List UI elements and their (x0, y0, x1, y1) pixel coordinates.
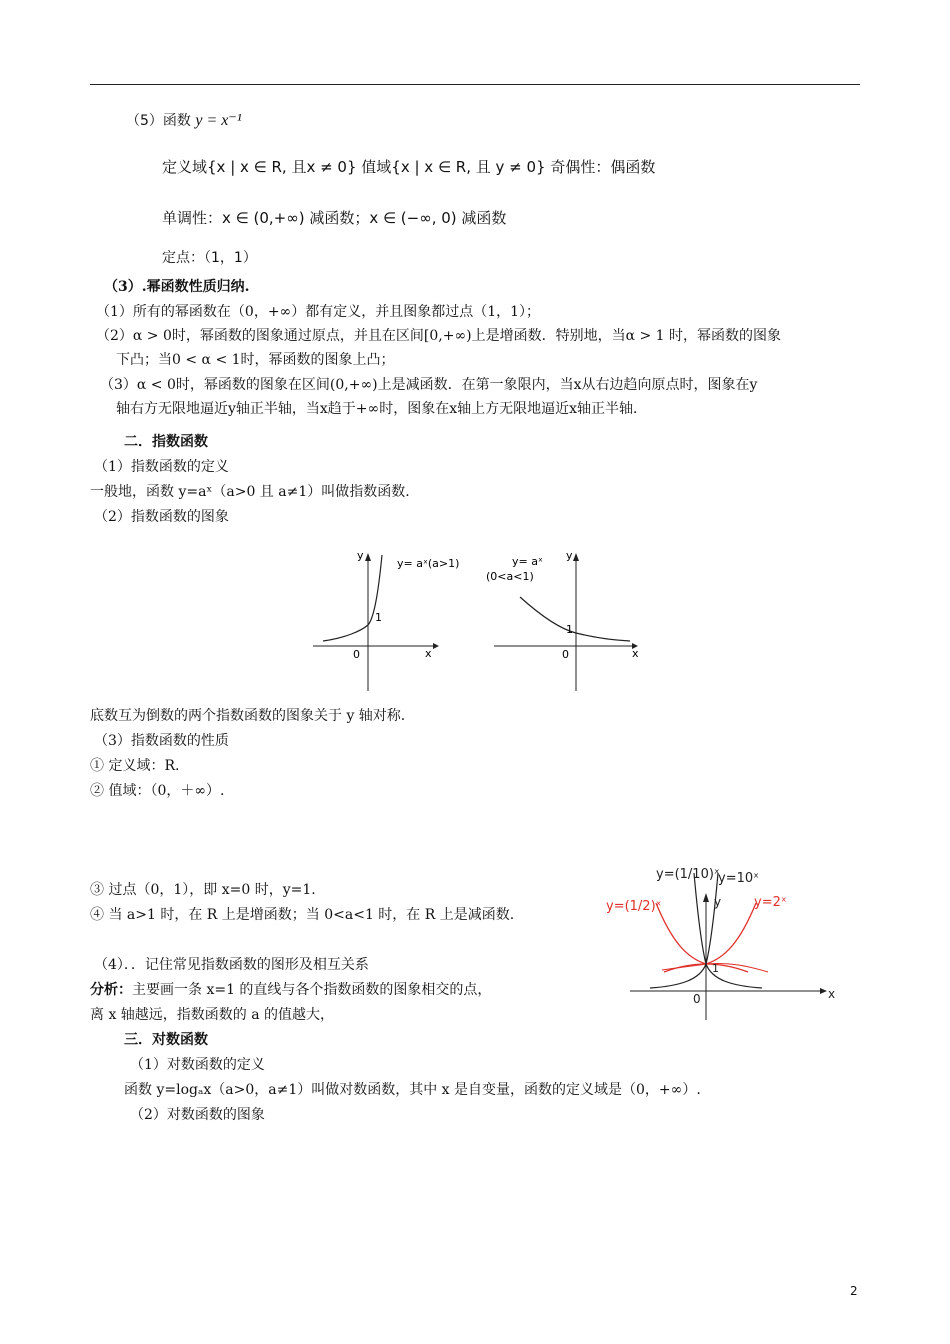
curve-a-gt-1 (323, 555, 382, 641)
exp-heading: 二．指数函数 (124, 434, 208, 450)
log-heading: 三．对数函数 (124, 1032, 208, 1048)
curve-label: y= aˣ (512, 555, 543, 568)
y-label: y (566, 549, 573, 562)
x-label: x (425, 647, 432, 660)
origin-label: 0 (693, 992, 701, 1006)
curve-half-x (656, 903, 748, 972)
x-axis-arrow (433, 643, 439, 649)
one-label: 1 (712, 962, 719, 975)
label-two: y=2ˣ (754, 895, 787, 910)
prop-1: ① 定义域：R. (90, 758, 180, 774)
exp-graph-title: （2）指数函数的图象 (94, 509, 229, 525)
summary-p3b: 轴右方无限地逼近y轴正半轴，当x趋于+∞时，图象在x轴上方无限地逼近x轴正半轴． (116, 401, 647, 417)
origin-label: 0 (353, 648, 360, 661)
relation-title: （4）．．记住常见指数函数的图形及相互关系 (94, 957, 369, 973)
analysis-text: 主要画一条 x=1 的直线与各个指数函数的图象相交的点， (132, 982, 492, 998)
one-label: 1 (375, 611, 382, 624)
summary-p3a: （3）α < 0时，幂函数的图象在区间(0,+∞)上是减函数．在第一象限内，当x从右边趋向原点时，图象在y (100, 377, 758, 393)
item5-line (126, 110, 242, 130)
x-axis-arrow (820, 988, 827, 994)
log-graph-title: （2）对数函数的图象 (130, 1107, 265, 1123)
x-label: x (828, 987, 836, 1001)
y-label: y (714, 895, 722, 909)
fixed-point: 定点：（1，1） (162, 250, 257, 266)
log-def-title: （1）对数函数的定义 (130, 1057, 265, 1073)
item5-label: （5）函数 (126, 113, 191, 129)
origin-label: 0 (562, 648, 569, 661)
curve-label: y= aˣ(a>1) (397, 557, 460, 570)
symmetry-note: 底数互为倒数的两个指数函数的图象关于 y 轴对称. (90, 708, 406, 724)
label-tenth: y=(1/10)ˣ (656, 867, 720, 882)
curve-a-lt-1 (520, 597, 630, 641)
label-half: y=(1/2)ˣ (606, 899, 662, 914)
item5-formula: y = x⁻¹ (195, 112, 242, 129)
y-axis-arrow (365, 553, 371, 561)
domain-line: 定义域{x | x ∈ R, 且x ≠ 0} 值域{x | x ∈ R, 且 y ≠ 0} 奇偶性：偶函数 (162, 158, 656, 176)
exp-def-text: 一般地，函数 y=aˣ（a>0 且 a≠1）叫做指数函数. (90, 484, 410, 500)
exp-family-graph (600, 848, 850, 1024)
condition-label: (0<a<1) (486, 570, 534, 583)
y-axis-arrow (573, 553, 579, 561)
label-ten: y=10ˣ (718, 871, 759, 886)
prop-3: ③ 过点（0，1），即 x=0 时，y=1. (90, 882, 316, 898)
summary-heading: （3）.幂函数性质归纳. (104, 279, 250, 295)
summary-p2a: （2）α > 0时，幂函数的图象通过原点，并且在区间[0,+∞)上是增函数．特别地，当α > 1 时，幂函数的图象 (96, 328, 782, 344)
analysis-line-2: 离 x 轴越远，指数函数的 a 的值越大， (90, 1007, 335, 1023)
exp-graph-decreasing (480, 545, 640, 695)
prop-4: ④ 当 a>1 时，在 R 上是增函数；当 0<a<1 时，在 R 上是减函数. (90, 907, 515, 923)
page-number: 2 (850, 1284, 858, 1298)
log-def-text: 函数 y=logₐx（a>0，a≠1）叫做对数函数，其中 x 是自变量，函数的定义域是（0，+∞）. (124, 1082, 701, 1098)
header-rule (90, 84, 860, 85)
y-axis-arrow (703, 893, 709, 902)
exp-graph-increasing (305, 545, 460, 695)
curve-tenth-x (694, 873, 762, 988)
monotonic-line: 单调性：x ∈ (0,+∞) 减函数；x ∈ (−∞, 0) 减函数 (162, 209, 507, 227)
y-label: y (357, 549, 364, 562)
curve-two-x (664, 903, 756, 972)
analysis-label: 分析： (90, 982, 132, 998)
analysis-line (90, 979, 491, 999)
summary-p2b: 下凸；当0 < α < 1时，幂函数的图象上凸； (116, 352, 395, 368)
curve-ten-x (650, 873, 718, 988)
exp-def-title: （1）指数函数的定义 (94, 459, 229, 475)
one-label: 1 (566, 623, 573, 636)
x-label: x (632, 647, 639, 660)
prop-2: ② 值域：（0，＋∞）. (90, 783, 225, 799)
props-title: （3）指数函数的性质 (94, 733, 229, 749)
summary-p1: （1）所有的幂函数在（0，+∞）都有定义，并且图象都过点（1，1）； (96, 304, 541, 320)
